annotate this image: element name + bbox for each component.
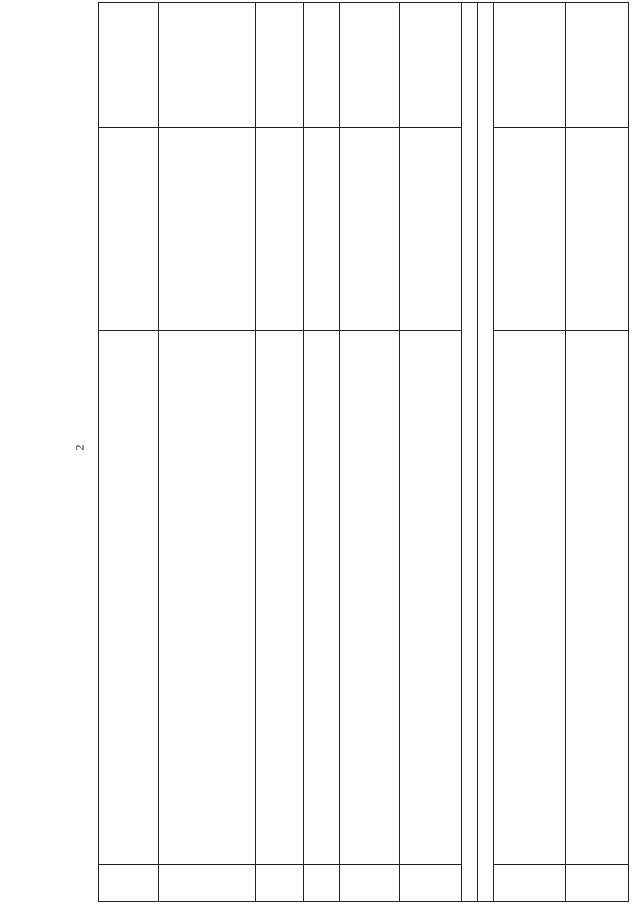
source-cell bbox=[256, 127, 304, 330]
source-cell bbox=[494, 127, 566, 330]
frequency-cell bbox=[304, 3, 340, 128]
criterion-cell bbox=[304, 331, 340, 865]
source-cell bbox=[159, 127, 256, 330]
page-number: 2 bbox=[72, 444, 87, 451]
frequency-cell bbox=[159, 3, 256, 128]
source-cell bbox=[340, 127, 400, 330]
row-number bbox=[566, 865, 629, 902]
table-container bbox=[98, 2, 628, 902]
criterion-cell bbox=[340, 331, 400, 865]
frequency-cell bbox=[99, 3, 159, 128]
criteria-table bbox=[98, 2, 629, 902]
table-row bbox=[340, 3, 400, 902]
row-number bbox=[256, 865, 304, 902]
table-row bbox=[304, 3, 340, 902]
criterion-cell bbox=[400, 331, 462, 865]
source-cell bbox=[400, 127, 462, 330]
source-cell bbox=[304, 127, 340, 330]
table-row bbox=[462, 3, 478, 902]
frequency-cell bbox=[256, 3, 304, 128]
criterion-cell bbox=[494, 331, 566, 865]
row-number bbox=[400, 865, 462, 902]
table-row bbox=[478, 3, 494, 902]
source-cell bbox=[566, 127, 629, 330]
criterion-cell bbox=[159, 331, 256, 865]
row-number bbox=[99, 865, 159, 902]
table-row bbox=[400, 3, 462, 902]
section-summary bbox=[462, 3, 478, 902]
section-heading bbox=[478, 3, 494, 902]
frequency-cell bbox=[340, 3, 400, 128]
source-cell bbox=[99, 127, 159, 330]
table-row bbox=[99, 3, 159, 902]
table-row bbox=[256, 3, 304, 902]
frequency-cell bbox=[400, 3, 462, 128]
table-row bbox=[566, 3, 629, 902]
criterion-cell bbox=[256, 331, 304, 865]
row-number bbox=[340, 865, 400, 902]
row-number bbox=[304, 865, 340, 902]
row-number bbox=[494, 865, 566, 902]
criterion-cell bbox=[99, 331, 159, 865]
criterion-cell bbox=[566, 331, 629, 865]
table-row bbox=[159, 3, 256, 902]
frequency-cell bbox=[494, 3, 566, 128]
row-number bbox=[159, 865, 256, 902]
table-row bbox=[494, 3, 566, 902]
frequency-cell bbox=[566, 3, 629, 128]
